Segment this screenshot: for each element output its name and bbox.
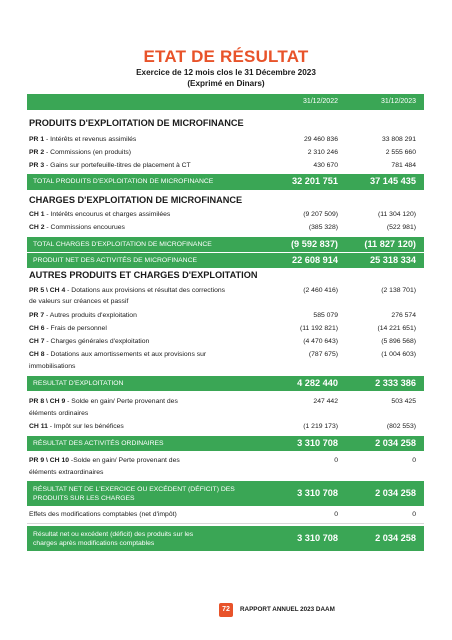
section-title-charges: CHARGES D'EXPLOITATION DE MICROFINANCE: [29, 195, 243, 205]
page-subtitle: [0, 67, 452, 89]
final-result-band: [27, 526, 424, 551]
row-value-2023: 0: [412, 511, 416, 518]
band-value-2023: (11 827 120): [364, 239, 416, 249]
band-value-2023: 2 034 258: [375, 438, 416, 448]
row-label: - Commissions (en produits): [44, 149, 131, 156]
band-label: TOTAL CHARGES D'EXPLOITATION DE MICROFINANCE: [33, 241, 212, 248]
row-label: - Impôt sur les bénéfices: [47, 423, 124, 430]
total-band-produits: [27, 174, 424, 190]
row-value-2023: (14 221 651): [377, 325, 416, 332]
row-code: PR 5 \ CH 4: [29, 287, 66, 294]
band-value-2022: 32 201 751: [292, 176, 338, 186]
row-code: PR 7: [29, 312, 45, 319]
row-value-2023: 781 484: [391, 162, 416, 169]
row-label: - Gains sur portefeuille-titres de placement à CT: [44, 162, 191, 169]
row-value-2022: (1 219 173): [303, 423, 338, 430]
band-value-2022: 3 310 708: [297, 438, 338, 448]
page-number: 72: [219, 603, 233, 617]
column-header-2023: 31/12/2023: [380, 98, 416, 105]
band-value-2023: 2 333 386: [375, 378, 416, 388]
band-label: RESULTAT D'EXPLOITATION: [33, 380, 124, 387]
row-label: - Autres produits d'exploitation: [44, 312, 137, 319]
row-code: CH 7: [29, 338, 45, 345]
row-label: - Dotations aux amortissements et aux provisions sur: [44, 351, 207, 358]
band-value-2023: 2 034 258: [375, 488, 416, 498]
band-label-line1: RÉSULTAT NET DE L'EXERCICE OU EXCÉDENT (DÉFICIT) DES: [33, 486, 235, 493]
row-label: - Solde en gain/ Perte provenant des: [65, 398, 178, 405]
row-label: - Charges générales d'exploitation: [44, 338, 150, 345]
row-label: - Intérêts encourus et charges assimilées: [44, 211, 171, 218]
band-value-2022: (9 592 837): [291, 239, 338, 249]
band-label: PRODUIT NET DES ACTIVITÉS DE MICROFINANCE: [33, 257, 198, 264]
row-value-2022: 2 310 246: [307, 149, 338, 156]
row-label-continuation: éléments ordinaires: [29, 410, 89, 417]
row-value-2022: (9 207 509): [303, 211, 338, 218]
band-label-line2: charges après modifications comptables: [33, 540, 155, 547]
divider: [27, 523, 424, 524]
row-value-2023: 276 574: [391, 312, 416, 319]
band-label-line2: PRODUITS SUR LES CHARGES: [33, 495, 135, 502]
band-value-2022: 4 282 440: [297, 378, 338, 388]
band-label: [33, 485, 235, 503]
row-value-2022: 247 442: [313, 398, 338, 405]
row-label: Effets des modifications comptables (net d'impôt): [29, 511, 177, 518]
row-value-2023: 2 555 660: [385, 149, 416, 156]
row-code: CH 8: [29, 351, 45, 358]
row-value-2022: (11 192 821): [299, 325, 338, 332]
row-value-2023: 503 425: [391, 398, 416, 405]
section-title-produits: PRODUITS D'EXPLOITATION DE MICROFINANCE: [29, 118, 244, 128]
row-label-continuation: immobilisations: [29, 363, 76, 370]
footer-report-title: RAPPORT ANNUEL 2023 DAAM: [240, 606, 335, 613]
result-band-net: [27, 481, 424, 506]
row-value-2022: 430 670: [313, 162, 338, 169]
result-band-ordinaires: [27, 436, 424, 451]
row-code: PR 3: [29, 162, 45, 169]
page-title: ETAT DE RÉSULTAT: [143, 47, 309, 66]
band-label: [33, 530, 193, 548]
subtitle-unit: (Exprimé en Dinars): [187, 79, 265, 88]
row-code: PR 2: [29, 149, 45, 156]
subtitle-period: Exercice de 12 mois clos le 31 Décembre 2023: [136, 68, 316, 77]
row-label: - Intérêts et revenus assimilés: [44, 136, 137, 143]
row-value-2022: (385 328): [308, 224, 338, 231]
row-value-2023: (802 553): [386, 423, 416, 430]
row-code: CH 2: [29, 224, 45, 231]
row-code: PR 1: [29, 136, 45, 143]
band-value-2023: 2 034 258: [375, 533, 416, 543]
net-band-microfinance: [27, 253, 424, 268]
row-value-2023: (1 004 603): [381, 351, 416, 358]
band-label: TOTAL PRODUITS D'EXPLOITATION DE MICROFINANCE: [33, 178, 214, 185]
row-label: -Solde en gain/ Perte provenant des: [69, 457, 180, 464]
band-value-2023: 37 145 435: [370, 176, 416, 186]
row-value-2022: (787 675): [308, 351, 338, 358]
row-code: PR 8 \ CH 9: [29, 398, 66, 405]
band-value-2022: 22 608 914: [292, 255, 338, 265]
row-label: - Frais de personnel: [44, 325, 107, 332]
band-label: RÉSULTAT DES ACTIVITÉS ORDINAIRES: [33, 440, 164, 447]
column-header-bar: [27, 94, 424, 110]
row-value-2023: 33 808 291: [381, 136, 416, 143]
row-value-2022: 585 079: [313, 312, 338, 319]
row-value-2023: (2 138 701): [381, 287, 416, 294]
row-value-2022: 29 460 836: [303, 136, 338, 143]
total-band-charges: [27, 237, 424, 252]
result-band-exploitation: [27, 376, 424, 391]
row-label-continuation: éléments extraordinaires: [29, 469, 104, 476]
row-label: - Commissions encourues: [44, 224, 125, 231]
row-value-2023: 0: [412, 457, 416, 464]
band-value-2022: 3 310 708: [297, 488, 338, 498]
row-value-2022: 0: [334, 511, 338, 518]
row-value-2023: (5 896 568): [381, 338, 416, 345]
section-title-autres: AUTRES PRODUITS ET CHARGES D'EXPLOITATION: [29, 270, 258, 280]
band-value-2023: 25 318 334: [370, 255, 416, 265]
row-label-continuation: de valeurs sur créances et passif: [29, 298, 129, 305]
row-value-2022: 0: [334, 457, 338, 464]
band-label-line1: Résultat net ou excédent (déficit) des produits sur les: [33, 531, 194, 538]
row-label: - Dotations aux provisions et résultat des corrections: [65, 287, 226, 294]
band-value-2022: 3 310 708: [297, 533, 338, 543]
row-code: PR 9 \ CH 10: [29, 457, 70, 464]
row-code: CH 1: [29, 211, 45, 218]
row-value-2023: (11 304 120): [377, 211, 416, 218]
column-header-2022: 31/12/2022: [302, 98, 338, 105]
row-value-2023: (522 981): [386, 224, 416, 231]
row-code: CH 6: [29, 325, 45, 332]
row-code: CH 11: [29, 423, 48, 430]
row-value-2022: (2 460 416): [303, 287, 338, 294]
row-value-2022: (4 470 643): [303, 338, 338, 345]
